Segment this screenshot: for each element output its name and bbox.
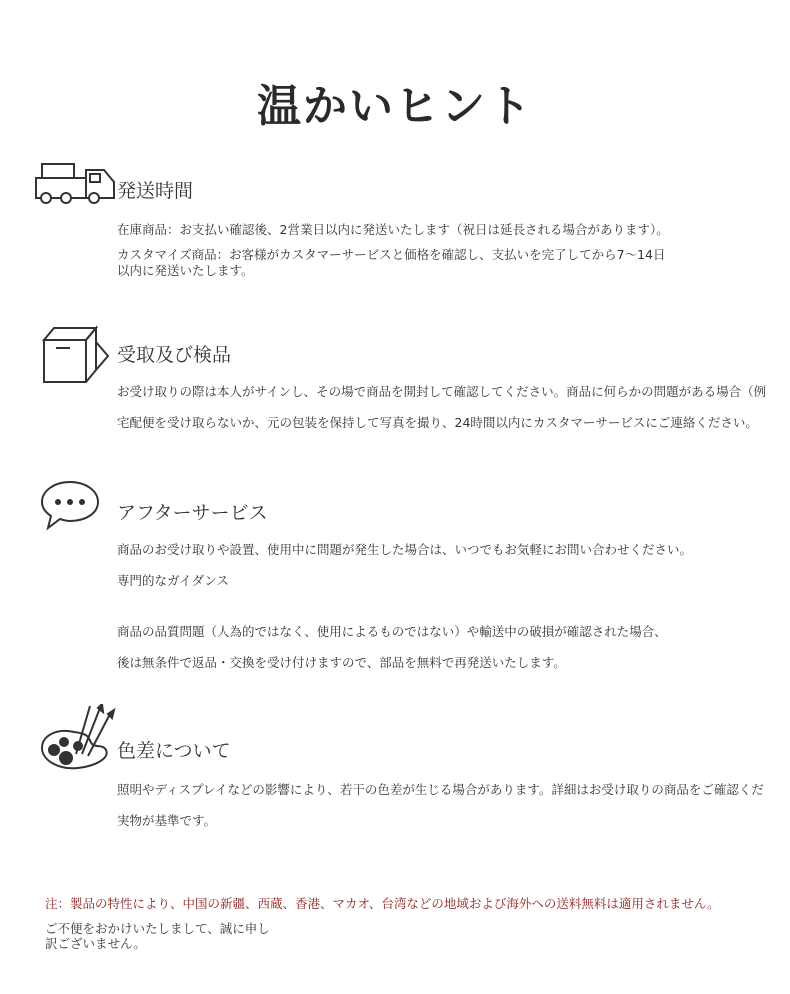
section-heading-shipping: 発送時間 bbox=[117, 180, 194, 202]
receipt-text-2: 宅配便を受け取らないか、元の包装を保持して写真を撮り、24時間以内にカスタマーサービスにご連絡ください。 bbox=[117, 415, 758, 430]
after-service-text-3: 商品の品質問題（人為的ではなく、使用によるものではない）や輸送中の破損が確認された場合、 bbox=[117, 624, 667, 639]
receipt-text-1: お受け取りの際は本人がサインし、その場で商品を開封して確認してください。商品に何らかの問題がある場合（例 bbox=[117, 384, 767, 399]
shipping-exclusion-notice: 注：製品の特性により、中国の新疆、西蔵、香港、マカオ、台湾などの地域および海外への送料無料は適用されません。 bbox=[45, 896, 720, 911]
section-heading-after-service: アフターサービス bbox=[117, 502, 268, 524]
section-heading-receipt: 受取及び検品 bbox=[117, 344, 232, 366]
section-heading-color-difference: 色差について bbox=[117, 740, 231, 762]
color-difference-text-1: 照明やディスプレイなどの影響により、若干の色差が生じる場合があります。詳細はお受け取りの商品をご確認くだ bbox=[117, 782, 764, 797]
apology-text-2: 訳ございません。 bbox=[45, 936, 146, 951]
truck-icon bbox=[34, 160, 124, 206]
chat-bubble-icon bbox=[40, 478, 104, 532]
shipping-text-3: 以内に発送いたします。 bbox=[117, 263, 254, 278]
after-service-text-4: 後は無条件で返品・交換を受け付けますので、部品を無料で再発送いたします。 bbox=[117, 655, 566, 670]
shipping-text-1: 在庫商品：お支払い確認後、2営業日以内に発送いたします（祝日は延長される場合があります）。 bbox=[117, 222, 669, 237]
paint-palette-icon bbox=[40, 704, 116, 774]
apology-text-1: ご不便をおかけいたしまして、誠に申し bbox=[45, 921, 270, 936]
after-service-text-2: 専門的なガイダンス bbox=[117, 573, 229, 588]
page-title: 温かいヒント bbox=[257, 81, 533, 132]
color-difference-text-2: 実物が基準です。 bbox=[117, 813, 217, 828]
after-service-text-1: 商品のお受け取りや設置、使用中に問題が発生した場合は、いつでもお気軽にお問い合わせください。 bbox=[117, 542, 693, 557]
shipping-text-2: カスタマイズ商品：お客様がカスタマーサービスと価格を確認し、支払いを完了してから7〜14日 bbox=[117, 247, 666, 262]
box-icon bbox=[40, 322, 112, 386]
